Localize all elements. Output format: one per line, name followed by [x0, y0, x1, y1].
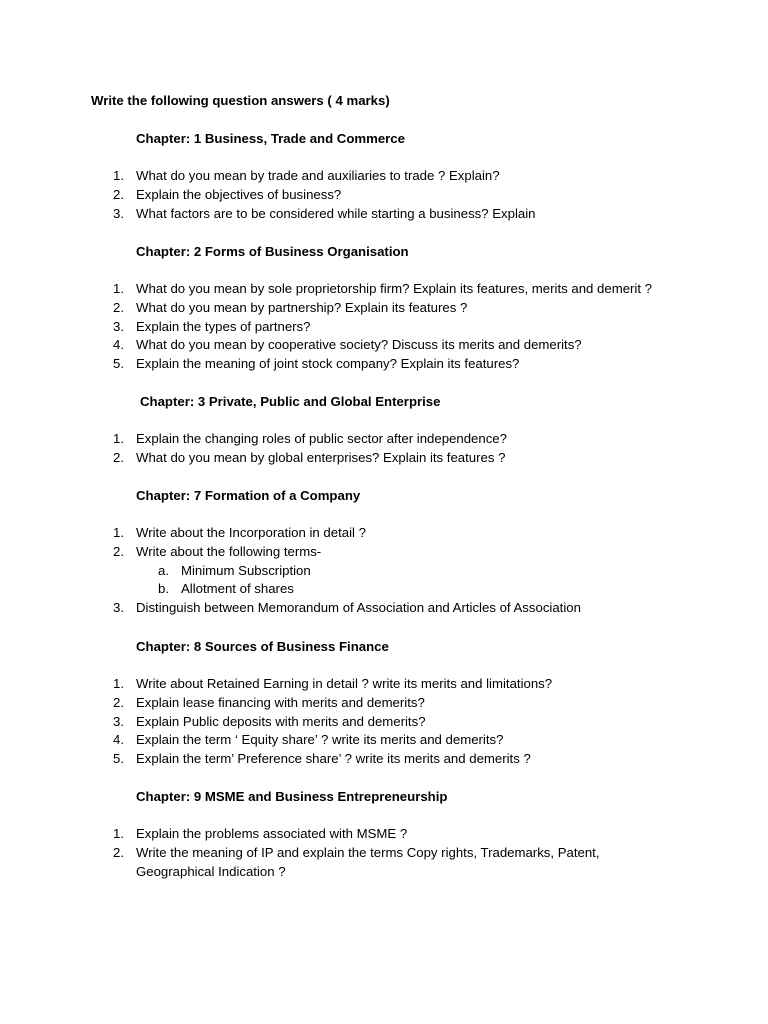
- question-number: 2.: [113, 543, 124, 559]
- question-number: 3.: [113, 318, 124, 334]
- question-item: [0, 280, 768, 299]
- question-text: Explain the term ‘ Equity share’ ? write its merits and demerits?: [136, 732, 504, 748]
- question-number: 5.: [113, 751, 124, 767]
- question-text: Write about Retained Earning in detail ? write its merits and limitations?: [136, 676, 553, 691]
- question-number: 3.: [113, 600, 124, 616]
- sub-item-text: Minimum Subscription: [181, 562, 311, 578]
- question-text: Explain lease financing with merits and demerits?: [136, 694, 425, 710]
- question-list: [0, 167, 768, 223]
- question-number: 1.: [113, 281, 124, 296]
- question-item: [0, 430, 768, 449]
- chapter-heading: Chapter: 7 Formation of a Company: [136, 488, 361, 503]
- question-item: [0, 318, 768, 337]
- question-text: What do you mean by global enterprises? Explain its features ?: [136, 449, 506, 465]
- question-number: 1.: [113, 168, 124, 183]
- question-text: What do you mean by partnership? Explain its features ?: [136, 299, 468, 315]
- question-item: [0, 336, 768, 355]
- chapter-heading: Chapter: 2 Forms of Business Organisation: [136, 244, 409, 259]
- sub-item: [0, 580, 768, 599]
- question-item: [0, 844, 768, 882]
- question-number: 2.: [113, 694, 124, 710]
- question-text: Explain the changing roles of public sector after independence?: [136, 431, 507, 446]
- sub-list: [0, 562, 768, 600]
- question-text: Write about the Incorporation in detail ?: [136, 525, 366, 540]
- question-number: 5.: [113, 356, 124, 372]
- question-list: [0, 430, 768, 468]
- question-item: [0, 750, 768, 769]
- chapter-heading: Chapter: 9 MSME and Business Entrepreneurship: [136, 789, 448, 804]
- question-item: [0, 355, 768, 374]
- question-list: [0, 280, 768, 374]
- question-text: What do you mean by cooperative society? Discuss its merits and demerits?: [136, 337, 582, 353]
- question-item: [0, 599, 768, 618]
- question-list: [0, 524, 768, 618]
- question-text: What do you mean by trade and auxiliaries to trade ? Explain?: [136, 168, 500, 183]
- question-text: What do you mean by sole proprietorship firm? Explain its features, merits and demerit ?: [136, 281, 653, 296]
- sub-item-letter: b.: [158, 581, 169, 597]
- question-item: [0, 524, 768, 543]
- chapter-heading: Chapter: 1 Business, Trade and Commerce: [136, 131, 405, 146]
- sub-item: [0, 562, 768, 581]
- question-item: [0, 167, 768, 186]
- question-number: 3.: [113, 205, 124, 221]
- question-text: Explain the types of partners?: [136, 318, 311, 334]
- question-text: Explain the meaning of joint stock company? Explain its features?: [136, 356, 520, 372]
- question-number: 4.: [113, 732, 124, 748]
- question-item: [0, 694, 768, 713]
- question-text: Explain the problems associated with MSME ?: [136, 826, 408, 841]
- page-title: Write the following question answers ( 4 marks): [91, 93, 390, 108]
- question-item: [0, 825, 768, 844]
- question-text: Distinguish between Memorandum of Association and Articles of Association: [136, 600, 581, 616]
- question-number: 1.: [113, 431, 124, 446]
- question-text: Write about the following terms-: [136, 543, 322, 559]
- sub-item-text: Allotment of shares: [181, 581, 294, 597]
- question-number: 1.: [113, 525, 124, 540]
- question-number: 2.: [113, 299, 124, 315]
- question-item: [0, 449, 768, 468]
- question-text: Explain the objectives of business?: [136, 186, 342, 202]
- question-item: [0, 299, 768, 318]
- question-text: Explain the term’ Preference share’ ? write its merits and demerits ?: [136, 751, 531, 767]
- sub-item-letter: a.: [158, 562, 169, 578]
- chapter-heading: Chapter: 8 Sources of Business Finance: [136, 639, 389, 654]
- question-number: 1.: [113, 676, 124, 691]
- question-item: [0, 675, 768, 694]
- question-text: Write the meaning of IP and explain the terms Copy rights, Trademarks, Patent, Geographical Indication ?: [136, 844, 600, 879]
- question-number: 1.: [113, 826, 124, 841]
- question-list: [0, 675, 768, 769]
- question-list: [0, 825, 768, 881]
- question-item: [0, 205, 768, 224]
- question-number: 2.: [113, 844, 124, 860]
- question-text: Explain Public deposits with merits and demerits?: [136, 713, 426, 729]
- chapter-heading: Chapter: 3 Private, Public and Global Enterprise: [140, 394, 441, 409]
- question-item: [0, 713, 768, 732]
- question-number: 2.: [113, 449, 124, 465]
- question-number: 2.: [113, 186, 124, 202]
- question-item: [0, 731, 768, 750]
- question-number: 3.: [113, 713, 124, 729]
- question-item: [0, 543, 768, 599]
- question-text: What factors are to be considered while starting a business? Explain: [136, 205, 536, 221]
- question-number: 4.: [113, 337, 124, 353]
- question-item: [0, 186, 768, 205]
